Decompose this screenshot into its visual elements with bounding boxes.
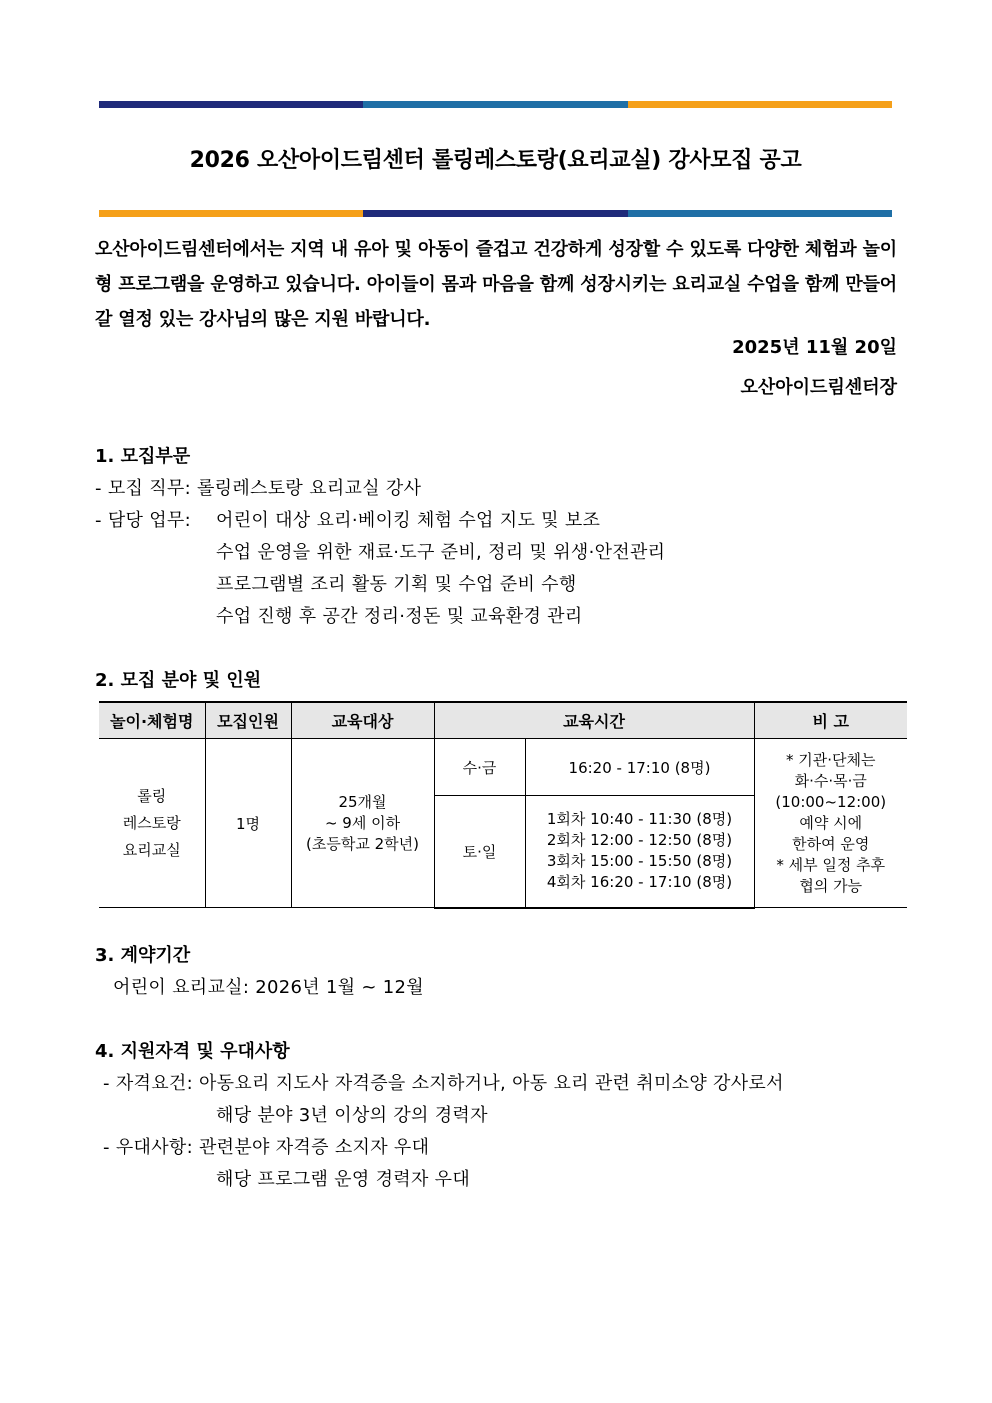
section1-heading: 1. 모집부문 <box>95 446 191 467</box>
note-cell <box>754 739 907 908</box>
weekend-time-cell <box>525 796 754 908</box>
bar-segment-navy <box>363 210 627 217</box>
top-color-bar <box>99 101 892 108</box>
preference-line: 해당 프로그램 운영 경력자 우대 <box>216 1169 471 1190</box>
target-line: (초등학교 2학년) <box>306 834 419 853</box>
session-line: 4회차 16:20 - 17:10 (8명) <box>546 873 733 892</box>
target-line: ~ 9세 이하 <box>324 813 401 832</box>
section3-heading: 3. 계약기간 <box>95 945 191 966</box>
bar-segment-blue <box>363 101 627 108</box>
duty-item: 수업 진행 후 공간 정리·정돈 및 교육환경 관리 <box>216 606 583 627</box>
weekday-time-cell: 16:20 - 17:10 (8명) <box>525 739 754 796</box>
header-note: 비 고 <box>754 702 907 739</box>
note-line: * 기관·단체는 <box>786 750 876 769</box>
bar-segment-orange <box>628 101 892 108</box>
duty-item: 어린이 대상 요리·베이킹 체험 수업 지도 및 보조 <box>216 510 601 531</box>
intro-text: 오산아이드림센터에서는 지역 내 유아 및 아동이 즐겁고 건강하게 성장할 수 있도록 다양한 체험과 놀이형 프로그램을 운영하고 있습니다. 아이들이 몸과 마음을 함께 성장시키는 요리교실 수업을 함께 만들어갈 열정 있는 강사님의 많은 지원 바랍니다. <box>95 239 897 330</box>
session-line: 2회차 12:00 - 12:50 (8명) <box>546 831 733 850</box>
target-line: 25개월 <box>338 792 387 811</box>
weekend-cell: 토·일 <box>434 796 525 908</box>
bar-segment-orange <box>99 210 363 217</box>
qualification-line: - 자격요건: 아동요리 지도사 자격증을 소지하거나, 아동 요리 관련 취미소양 강사로서 <box>103 1073 784 1094</box>
bottom-color-bar <box>99 210 892 217</box>
page-title: 2026 오산아이드림센터 롤링레스토랑(요리교실) 강사모집 공고 <box>189 148 802 173</box>
program-name-line: 요리교실 <box>122 840 181 859</box>
session-line: 1회차 10:40 - 11:30 (8명) <box>546 810 733 829</box>
note-line: * 세부 일정 추후 <box>776 855 886 874</box>
duty-item: 수업 운영을 위한 재료·도구 준비, 정리 및 위생·안전관리 <box>216 542 666 563</box>
job-line: - 모집 직무: 롤링레스토랑 요리교실 강사 <box>95 478 422 499</box>
duty-item: 프로그램별 조리 활동 기획 및 수업 준비 수행 <box>216 574 577 595</box>
target-cell <box>291 739 434 908</box>
bar-segment-navy <box>99 101 363 108</box>
header-time: 교육시간 <box>434 702 754 739</box>
weekday-cell: 수·금 <box>434 739 525 796</box>
note-line: 협의 가능 <box>799 876 863 895</box>
recruit-table <box>99 701 907 909</box>
table-header-row <box>99 702 907 739</box>
table-row <box>99 739 907 796</box>
qualification-line: 해당 분야 3년 이상의 강의 경력자 <box>216 1105 488 1126</box>
announcement-date: 2025년 11월 20일 <box>732 337 897 358</box>
session-line: 3회차 15:00 - 15:50 (8명) <box>546 852 733 871</box>
bar-segment-blue <box>628 210 892 217</box>
note-line: 한하여 운영 <box>792 834 870 853</box>
section4-heading: 4. 지원자격 및 우대사항 <box>95 1041 290 1062</box>
note-line: 화·수·목·금 <box>794 771 867 790</box>
header-count: 모집인원 <box>205 702 291 739</box>
intro-paragraph <box>95 232 897 337</box>
contract-period: 어린이 요리교실: 2026년 1월 ~ 12월 <box>113 977 424 998</box>
program-name-line: 롤링 <box>137 786 167 805</box>
count-cell: 1명 <box>205 739 291 908</box>
note-line: (10:00~12:00) <box>775 792 887 811</box>
note-line: 예약 시에 <box>799 813 863 832</box>
header-target: 교육대상 <box>291 702 434 739</box>
signer: 오산아이드림센터장 <box>740 377 897 398</box>
section2-heading: 2. 모집 분야 및 인원 <box>95 670 262 691</box>
duty-label: - 담당 업무: <box>95 510 191 531</box>
header-program: 놀이·체험명 <box>99 702 205 739</box>
program-name-line: 레스토랑 <box>122 813 181 832</box>
preference-line: - 우대사항: 관련분야 자격증 소지자 우대 <box>103 1137 430 1158</box>
program-name-cell <box>99 739 205 908</box>
